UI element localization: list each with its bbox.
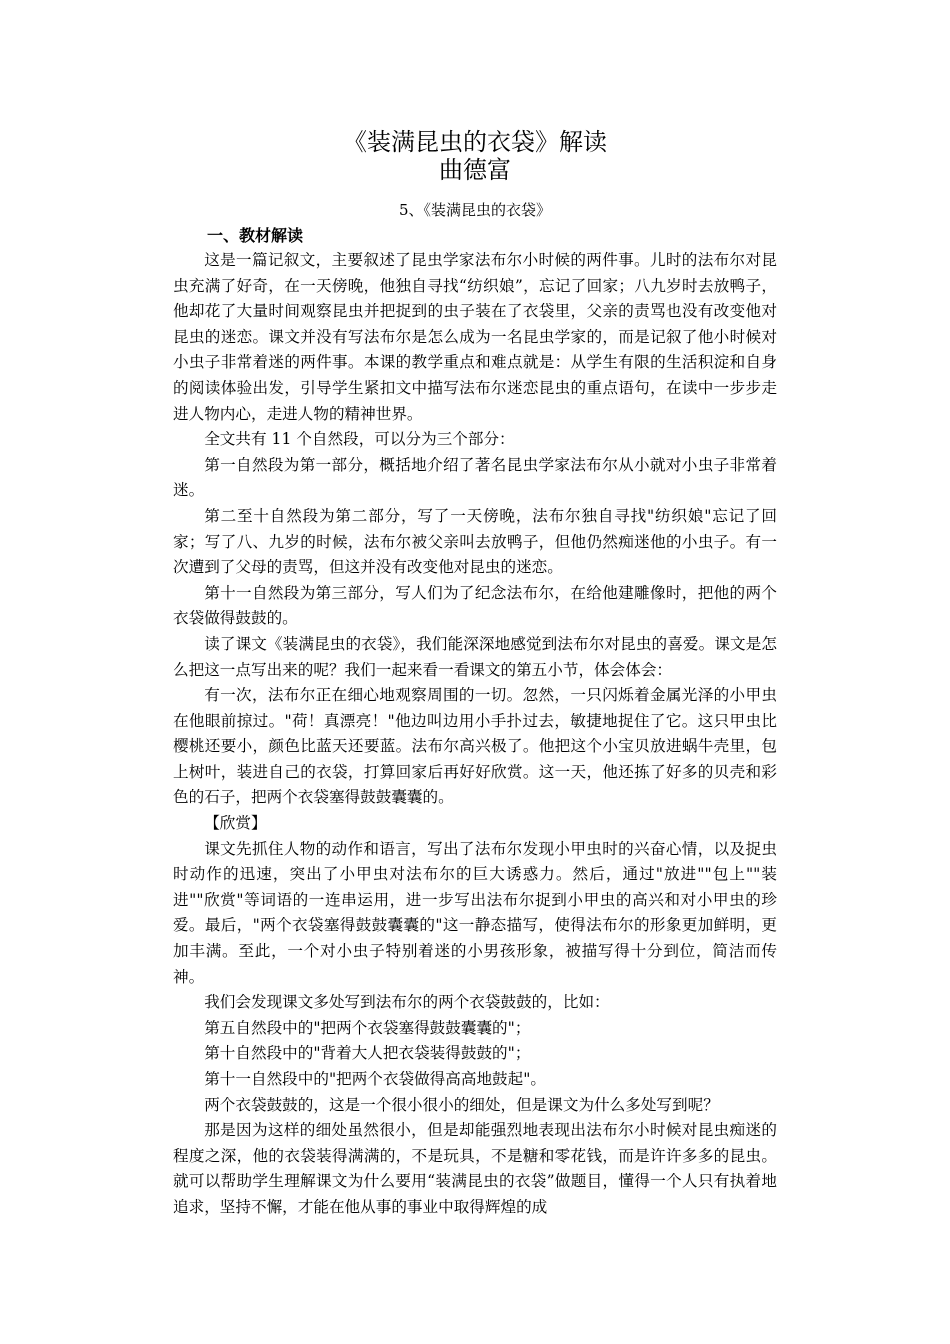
paragraph: 全文共有 11 个自然段，可以分为三个部分： xyxy=(204,430,515,449)
lesson-subtitle: 5、《装满昆虫的衣袋》 xyxy=(398,201,552,219)
paragraph: 有一次，法布尔正在细心地观察周围的一切。忽然，一只闪烁着金属光泽的小甲虫在他眼前掠过。"荷！真漂亮！"他边叫边用小手扑过去，敏捷地捉住了它。这只甲虫比樱桃还要小，颜色比蓝天还要蓝。法布尔高兴极了。他把这个小宝贝放进蜗牛壳里，包上树叶，装进自己的衣袋，打算回家后再好好欣赏。这一天，他还拣了好多的贝壳和彩色的石子，把两个衣袋塞得鼓鼓囊囊的。 xyxy=(173,686,777,807)
paragraph: 第十自然段中的"背着大人把衣袋装得鼓鼓的"； xyxy=(204,1044,531,1063)
document-title: 《装满昆虫的衣袋》解读 xyxy=(343,128,607,156)
paragraph: 两个衣袋鼓鼓的，这是一个很小很小的细处，但是课文为什么多处写到呢？ xyxy=(204,1095,719,1114)
section-heading: 一、教材解读 xyxy=(207,226,304,245)
document-body xyxy=(173,248,777,1221)
paragraph: 那是因为这样的细处虽然很小，但是却能强烈地表现出法布尔小时候对昆虫痴迷的程度之深，他的衣袋装得满满的，不是玩具，不是糖和零花钱，而是许许多多的昆虫。就可以帮助学生理解课文为什么要用“装满昆虫的衣袋”做题目，懂得一个人只有执着地追求，坚持不懈，才能在他从事的事业中取得辉煌的成 xyxy=(173,1121,777,1216)
paragraph: 我们会发现课文多处写到法布尔的两个衣袋鼓鼓的，比如： xyxy=(204,993,610,1012)
document-author: 曲德富 xyxy=(439,156,511,184)
paragraph: 第五自然段中的"把两个衣袋塞得鼓鼓囊囊的"； xyxy=(204,1018,531,1037)
paragraph: 第十一自然段中的"把两个衣袋做得高高地鼓起"。 xyxy=(204,1070,547,1088)
paragraph: 读了课文《装满昆虫的衣袋》，我们能深深地感觉到法布尔对昆虫的喜爱。课文是怎么把这一点写出来的呢？我们一起来看一看课文的第五小节，体会体会： xyxy=(173,634,777,679)
paragraph: 课文先抓住人物的动作和语言，写出了法布尔发现小甲虫时的兴奋心情，以及捉虫时动作的迅速，突出了小甲虫对法布尔的巨大诱惑力。然后，通过"放进""包上""装进""欣赏"等词语的一连串运用，进一步写出法布尔捉到小甲虫的高兴和对小甲虫的珍爱。最后，"两个衣袋塞得鼓鼓囊囊的"这一静态描写，使得法布尔的形象更加鲜明，更加丰满。至此，一个对小虫子特别着迷的小男孩形象，被描写得十分到位，简洁而传神。 xyxy=(173,839,777,986)
paragraph: 第一自然段为第一部分，概括地介绍了著名昆虫学家法布尔从小就对小虫子非常着迷。 xyxy=(173,455,777,500)
paragraph: 第十一自然段为第三部分，写人们为了纪念法布尔，在给他建雕像时，把他的两个衣袋做得鼓鼓的。 xyxy=(173,583,777,628)
paragraph: 第二至十自然段为第二部分，写了一天傍晚，法布尔独自寻找"纺织娘"忘记了回家；写了八、九岁的时候，法布尔被父亲叫去放鸭子，但他仍然痴迷他的小虫子。有一次遭到了父母的责骂，但这并没有改变他对昆虫的迷恋。 xyxy=(173,506,777,577)
paragraph: 【欣赏】 xyxy=(204,814,267,833)
paragraph: 这是一篇记叙文，主要叙述了昆虫学家法布尔小时候的两件事。儿时的法布尔对昆虫充满了好奇，在一天傍晚，他独自寻找“纺织娘”，忘记了回家；八九岁时去放鸭子，他却花了大量时间观察昆虫并把捉到的虫子装在了衣袋里，父亲的责骂也没有改变他对昆虫的迷恋。课文并没有写法布尔是怎么成为一名昆虫学家的，而是记叙了他小时候对小虫子非常着迷的两件事。本课的教学重点和难点就是：从学生有限的生活积淀和自身的阅读体验出发，引导学生紧扣文中描写法布尔迷恋昆虫的重点语句，在读中一步步走进人物内心，走进人物的精神世界。 xyxy=(173,251,777,423)
